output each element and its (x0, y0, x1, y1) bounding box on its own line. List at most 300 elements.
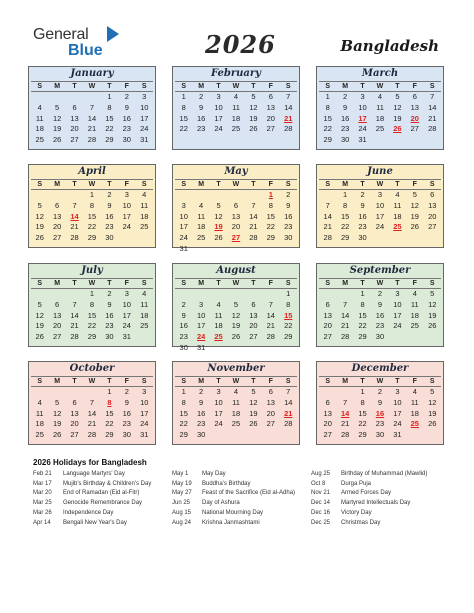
weekday-label: T (66, 278, 83, 289)
day-cell (319, 289, 336, 300)
weekday-label: T (354, 376, 371, 387)
day-cell: 16 (105, 310, 114, 320)
weekday-label: S (280, 179, 297, 190)
day-cell: 24 (393, 321, 402, 331)
day-cell: 18 (393, 211, 402, 221)
holiday-date: Jun 25 (172, 500, 191, 507)
day-cell: 18 (35, 419, 44, 429)
weekday-label: W (371, 81, 388, 92)
weekday-label: T (66, 376, 83, 387)
holiday-date: Mar 17 (33, 480, 52, 487)
day-cell: 13 (70, 408, 79, 418)
day-cell: 8 (181, 397, 186, 407)
day-cell: 18 (231, 408, 241, 418)
day-cell: 14 (323, 211, 332, 221)
week-row (317, 332, 443, 343)
weekday-label: T (389, 179, 406, 190)
day-cell (371, 233, 388, 244)
holiday-day-cell: 16 (375, 408, 385, 418)
day-cell: 14 (70, 310, 79, 320)
day-cell: 22 (87, 222, 97, 232)
day-cell (280, 430, 297, 441)
day-cell: 10 (375, 200, 385, 210)
holiday-day-cell: 26 (393, 124, 402, 134)
day-cell: 4 (233, 92, 239, 101)
weekday-label: S (280, 81, 297, 92)
holiday-date: Nov 21 (311, 490, 331, 497)
holiday-day-cell: 19 (214, 222, 223, 232)
day-cell (227, 343, 244, 354)
day-cell: 27 (52, 233, 62, 243)
day-cell: 28 (340, 332, 350, 342)
day-cell: 3 (216, 92, 221, 101)
day-cell: 9 (377, 397, 383, 407)
day-cell: 4 (142, 289, 147, 298)
week-row (173, 244, 299, 255)
day-cell: 26 (214, 233, 223, 243)
weekday-label: W (83, 179, 100, 190)
day-cell: 8 (181, 102, 186, 112)
day-cell (210, 244, 227, 255)
holiday-day-cell: 21 (284, 113, 293, 123)
holiday-name: Armed Forces Day (341, 490, 392, 497)
day-cell: 21 (70, 222, 79, 232)
holiday-name: Genocide Remembrance Day (63, 500, 143, 507)
day-cell: 27 (266, 124, 275, 134)
day-cell (66, 190, 83, 201)
day-cell: 5 (55, 102, 60, 112)
week-row (29, 103, 155, 114)
holiday-date: Oct 8 (311, 480, 326, 487)
holiday-day-cell: 14 (70, 211, 79, 221)
month-december (316, 361, 444, 445)
weekday-label: M (192, 179, 209, 190)
day-cell: 11 (214, 310, 223, 320)
weekday-label: T (389, 278, 406, 289)
week-row (317, 387, 443, 398)
day-cell: 11 (140, 299, 149, 309)
week-row (317, 430, 443, 441)
weekday-label: S (319, 376, 336, 387)
day-cell (424, 430, 441, 441)
day-cell: 17 (214, 408, 223, 418)
week-row (173, 201, 299, 212)
weekday-label: T (245, 376, 262, 387)
day-cell: 25 (140, 222, 149, 232)
day-cell (319, 387, 336, 398)
week-row (29, 311, 155, 322)
week-row (317, 321, 443, 332)
holiday-day-cell: 20 (410, 113, 419, 123)
weekday-label: M (48, 278, 65, 289)
holiday-entry (172, 480, 295, 490)
weekday-label: W (371, 278, 388, 289)
day-cell: 16 (122, 408, 131, 418)
week-row (29, 124, 155, 135)
day-cell (245, 289, 262, 300)
weekday-label: F (118, 376, 135, 387)
weekday-label: F (262, 81, 279, 92)
day-cell: 22 (284, 321, 293, 331)
day-cell: 9 (107, 200, 112, 210)
month-january (28, 66, 156, 150)
day-cell: 13 (410, 102, 419, 112)
weekday-label: M (336, 179, 353, 190)
holiday-entry (33, 480, 151, 490)
week-row (29, 212, 155, 223)
holiday-entry (311, 470, 427, 480)
day-cell (227, 430, 244, 441)
day-cell: 24 (358, 124, 367, 134)
week-row (29, 190, 155, 201)
week-row (317, 419, 443, 430)
day-cell: 7 (286, 92, 291, 101)
week-row (173, 321, 299, 332)
day-cell: 28 (87, 430, 97, 440)
holiday-name: Mujib's Birthday & Children's Day (63, 480, 152, 487)
weekday-label: W (83, 81, 100, 92)
holiday-name: May Day (202, 471, 226, 477)
day-cell (210, 190, 227, 201)
day-cell: 1 (181, 387, 186, 396)
holiday-day-cell: 25 (410, 419, 419, 429)
weekday-label: M (336, 81, 353, 92)
month-august (172, 263, 300, 352)
holiday-entry (311, 489, 427, 499)
day-cell (280, 343, 297, 354)
day-cell: 20 (70, 419, 79, 429)
day-cell: 3 (124, 289, 129, 298)
day-cell (48, 190, 65, 201)
week-row (173, 332, 299, 343)
day-cell (83, 92, 100, 103)
week-row (29, 387, 155, 398)
weekday-label: T (210, 179, 227, 190)
day-cell: 27 (428, 222, 437, 232)
day-cell: 30 (358, 233, 367, 243)
holiday-day-cell: 27 (231, 233, 241, 243)
week-row (173, 300, 299, 311)
day-cell: 5 (251, 92, 256, 101)
day-cell: 2 (199, 387, 204, 396)
week-row (173, 124, 299, 135)
day-cell: 7 (251, 200, 256, 210)
day-cell: 6 (412, 92, 417, 101)
day-cell: 4 (216, 299, 221, 309)
holiday-entry (33, 519, 151, 529)
week-row (173, 212, 299, 223)
day-cell: 7 (343, 299, 348, 309)
day-cell: 29 (87, 233, 97, 243)
day-cell: 17 (179, 222, 188, 232)
holiday-name: Christmas Day (341, 519, 381, 526)
day-cell (66, 289, 83, 300)
day-cell: 5 (251, 387, 256, 396)
day-cell: 11 (410, 397, 419, 407)
day-cell: 31 (393, 430, 402, 440)
day-cell: 27 (266, 419, 275, 429)
month-name: April (78, 166, 106, 177)
day-cell: 10 (179, 211, 188, 221)
holiday-entry (311, 480, 427, 490)
weekday-label: M (48, 81, 65, 92)
day-cell: 10 (196, 310, 206, 320)
weekday-label: S (319, 278, 336, 289)
day-cell: 28 (87, 135, 97, 145)
day-cell (192, 190, 209, 201)
day-cell: 15 (87, 310, 97, 320)
day-cell: 31 (358, 135, 367, 145)
weekday-header (317, 179, 443, 190)
week-row (317, 233, 443, 244)
day-cell: 28 (340, 430, 350, 440)
day-cell: 28 (428, 124, 437, 134)
day-cell: 5 (216, 200, 221, 210)
weekday-label: S (31, 278, 48, 289)
day-cell: 27 (52, 332, 62, 342)
day-cell: 7 (89, 102, 95, 112)
holiday-date: May 1 (172, 471, 189, 477)
day-cell (371, 135, 388, 146)
day-cell: 27 (410, 124, 419, 134)
day-cell (262, 289, 279, 300)
day-cell: 3 (199, 299, 204, 309)
weekday-label: S (424, 81, 441, 92)
day-cell: 26 (249, 419, 258, 429)
day-cell: 30 (122, 135, 131, 145)
day-cell: 6 (325, 397, 330, 407)
holiday-entry (172, 470, 295, 480)
day-cell: 21 (428, 113, 437, 123)
weekday-label: T (245, 278, 262, 289)
day-cell: 27 (70, 430, 79, 440)
day-cell: 22 (179, 419, 188, 429)
weekday-label: F (406, 278, 423, 289)
holiday-entry (172, 519, 295, 529)
holiday-day-cell: 25 (214, 332, 223, 342)
holiday-day-cell: 8 (107, 397, 112, 407)
weekday-label: F (406, 81, 423, 92)
day-cell: 4 (412, 387, 417, 396)
week-row (317, 398, 443, 409)
weekday-header (29, 376, 155, 387)
day-cell: 18 (140, 211, 149, 221)
day-cell: 20 (428, 211, 437, 221)
week-row (29, 289, 155, 300)
week-row (317, 201, 443, 212)
day-cell: 25 (231, 419, 241, 429)
holiday-name: Buddha's Birthday (202, 480, 251, 487)
weekday-label: T (66, 179, 83, 190)
day-cell: 12 (35, 310, 44, 320)
day-cell: 10 (358, 102, 367, 112)
day-cell: 20 (52, 222, 62, 232)
day-cell: 13 (249, 310, 258, 320)
holiday-entry (172, 489, 295, 499)
day-cell: 16 (122, 113, 131, 123)
day-cell: 29 (340, 233, 350, 243)
day-cell: 22 (358, 321, 367, 331)
day-cell: 5 (430, 387, 435, 396)
day-cell: 21 (87, 124, 97, 134)
holiday-date: Aug 25 (311, 471, 331, 477)
day-cell: 4 (37, 102, 42, 112)
day-cell: 11 (35, 113, 44, 123)
weekday-label: M (336, 376, 353, 387)
day-cell (136, 332, 153, 343)
weekday-header (173, 376, 299, 387)
week-row (173, 222, 299, 233)
day-cell: 21 (266, 321, 275, 331)
day-cell: 12 (231, 310, 241, 320)
day-cell: 20 (266, 113, 275, 123)
day-cell (83, 387, 100, 398)
week-row (173, 430, 299, 441)
weekday-label: S (136, 179, 153, 190)
day-cell: 13 (231, 211, 241, 221)
day-cell: 23 (375, 419, 385, 429)
day-cell: 4 (37, 397, 42, 407)
holiday-day-cell: 25 (393, 222, 402, 232)
day-cell (227, 244, 244, 255)
holiday-entry (33, 499, 151, 509)
weekday-label: S (175, 81, 192, 92)
day-cell: 7 (325, 200, 330, 210)
day-cell (210, 289, 227, 300)
week-row (317, 92, 443, 103)
day-cell: 17 (140, 408, 149, 418)
holiday-date: Mar 25 (33, 500, 52, 507)
day-cell: 10 (214, 397, 223, 407)
day-cell: 15 (87, 211, 97, 221)
day-cell: 18 (196, 222, 206, 232)
weekday-label: W (227, 179, 244, 190)
day-cell: 11 (140, 200, 149, 210)
day-cell: 26 (52, 430, 62, 440)
day-cell: 2 (199, 92, 204, 101)
day-cell: 28 (284, 419, 293, 429)
day-cell: 1 (360, 289, 365, 298)
day-cell: 26 (428, 419, 437, 429)
day-cell: 31 (179, 243, 188, 253)
day-cell: 8 (325, 102, 330, 112)
weekday-label: W (83, 278, 100, 289)
day-cell: 5 (37, 299, 42, 309)
day-cell: 5 (233, 299, 239, 309)
day-cell: 29 (266, 233, 275, 243)
day-cell: 26 (231, 332, 241, 342)
week-row (317, 135, 443, 146)
day-cell (424, 332, 441, 343)
week-row (29, 92, 155, 103)
day-cell: 16 (179, 321, 188, 331)
day-cell: 22 (87, 321, 97, 331)
month-may (172, 164, 300, 253)
day-cell: 24 (393, 419, 402, 429)
day-cell: 31 (196, 342, 206, 352)
day-cell: 26 (35, 332, 44, 342)
day-cell: 9 (199, 397, 204, 407)
weekday-label: S (319, 179, 336, 190)
week-row (29, 233, 155, 244)
weekday-label: S (424, 376, 441, 387)
day-cell: 16 (358, 211, 367, 221)
day-cell: 3 (360, 92, 365, 101)
day-cell: 12 (35, 211, 44, 221)
day-cell: 21 (340, 321, 350, 331)
day-cell: 12 (249, 397, 258, 407)
holiday-day-cell: 24 (196, 332, 206, 342)
week-row (173, 233, 299, 244)
day-cell: 22 (323, 124, 332, 134)
day-cell: 12 (249, 102, 258, 112)
month-name: May (224, 166, 248, 177)
day-cell: 11 (232, 397, 240, 407)
day-cell: 9 (181, 310, 186, 320)
weekday-header (317, 376, 443, 387)
day-cell (245, 343, 262, 354)
day-cell: 9 (360, 200, 365, 210)
holiday-day-cell: 1 (268, 190, 273, 199)
month-february (172, 66, 300, 150)
day-cell: 2 (360, 190, 365, 199)
weekday-label: T (210, 376, 227, 387)
week-row (317, 103, 443, 114)
day-cell: 24 (214, 419, 223, 429)
day-cell: 6 (72, 397, 77, 407)
day-cell: 12 (52, 113, 62, 123)
day-cell: 1 (107, 92, 112, 101)
weekday-label: S (136, 376, 153, 387)
day-cell: 8 (89, 299, 95, 309)
holiday-entry (311, 509, 427, 519)
day-cell (262, 430, 279, 441)
day-cell: 12 (428, 397, 437, 407)
day-cell: 22 (266, 222, 275, 232)
holiday-entry (33, 509, 151, 519)
day-cell: 15 (358, 408, 367, 418)
week-row (173, 343, 299, 354)
week-row (317, 311, 443, 322)
holiday-column (172, 470, 295, 528)
day-cell: 10 (393, 397, 402, 407)
day-cell: 25 (140, 321, 149, 331)
month-name: July (81, 265, 103, 276)
holiday-entry (33, 489, 151, 499)
weekday-header (317, 81, 443, 92)
day-cell: 23 (284, 222, 293, 232)
day-cell: 3 (142, 92, 147, 101)
day-cell (389, 135, 406, 146)
day-cell: 14 (87, 113, 97, 123)
day-cell: 4 (395, 190, 400, 199)
holiday-date: Mar 26 (33, 509, 52, 516)
day-cell: 10 (140, 397, 149, 407)
day-cell: 15 (179, 113, 188, 123)
holiday-name: Birthday of Muhammad (Mawlid) (341, 471, 428, 477)
day-cell (262, 343, 279, 354)
day-cell: 18 (375, 113, 385, 123)
month-november (172, 361, 300, 445)
day-cell (262, 244, 279, 255)
weekday-label: T (245, 179, 262, 190)
day-cell (175, 289, 192, 300)
day-cell: 2 (343, 92, 348, 101)
day-cell: 24 (140, 124, 149, 134)
day-cell: 26 (410, 222, 419, 232)
day-cell: 11 (35, 408, 44, 418)
day-cell: 2 (377, 387, 383, 396)
